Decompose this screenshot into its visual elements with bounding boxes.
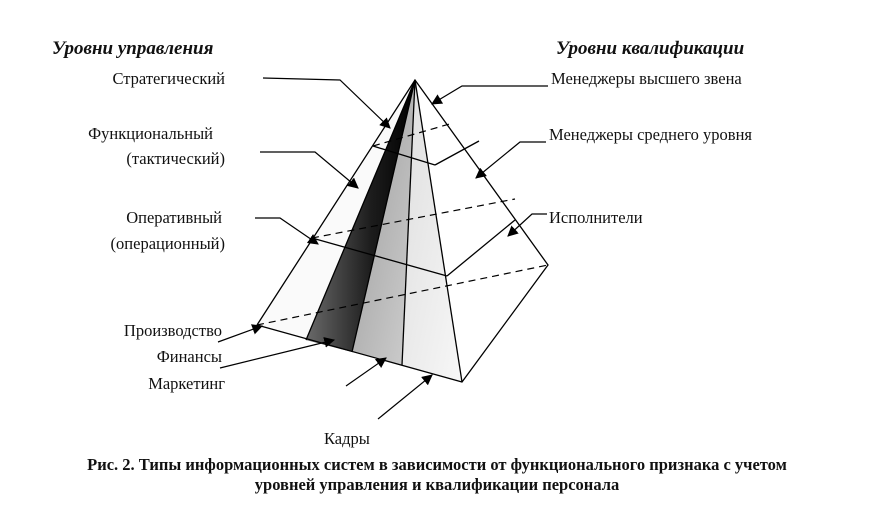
arrow-finance — [220, 340, 334, 368]
caption-line-2: уровней управления и квалификации персонала — [254, 475, 620, 494]
arrow-top-managers — [432, 86, 548, 104]
arrow-marketing — [346, 358, 386, 386]
label-middle-managers: Менеджеры среднего уровня — [549, 125, 752, 144]
label-finance: Финансы — [156, 347, 222, 366]
arrow-operative — [255, 218, 318, 244]
label-strategic: Стратегический — [112, 69, 225, 88]
label-operative-operational: (операционный) — [110, 234, 225, 253]
arrow-production — [218, 326, 262, 342]
pyramid-body — [257, 80, 462, 382]
caption-line-1: Рис. 2. Типы информационных систем в зависимости от функционального признака с учетом — [87, 455, 787, 474]
label-personnel: Кадры — [324, 429, 370, 448]
header-qualification-levels: Уровни квалификации — [556, 38, 745, 59]
label-marketing: Маркетинг — [148, 374, 225, 393]
arrow-strategic — [263, 78, 390, 128]
arrow-middle-managers — [476, 142, 546, 178]
arrow-personnel — [378, 375, 432, 419]
label-operative: Оперативный — [126, 208, 222, 227]
label-top-managers: Менеджеры высшего звена — [551, 69, 742, 88]
label-functional-tactical: (тактический) — [126, 149, 225, 168]
label-production: Производство — [123, 321, 222, 340]
label-functional: Функциональный — [88, 124, 213, 143]
label-executors: Исполнители — [549, 208, 643, 227]
arrow-functional — [260, 152, 358, 188]
figure-caption — [0, 455, 874, 495]
header-management-levels: Уровни управления — [52, 38, 214, 59]
